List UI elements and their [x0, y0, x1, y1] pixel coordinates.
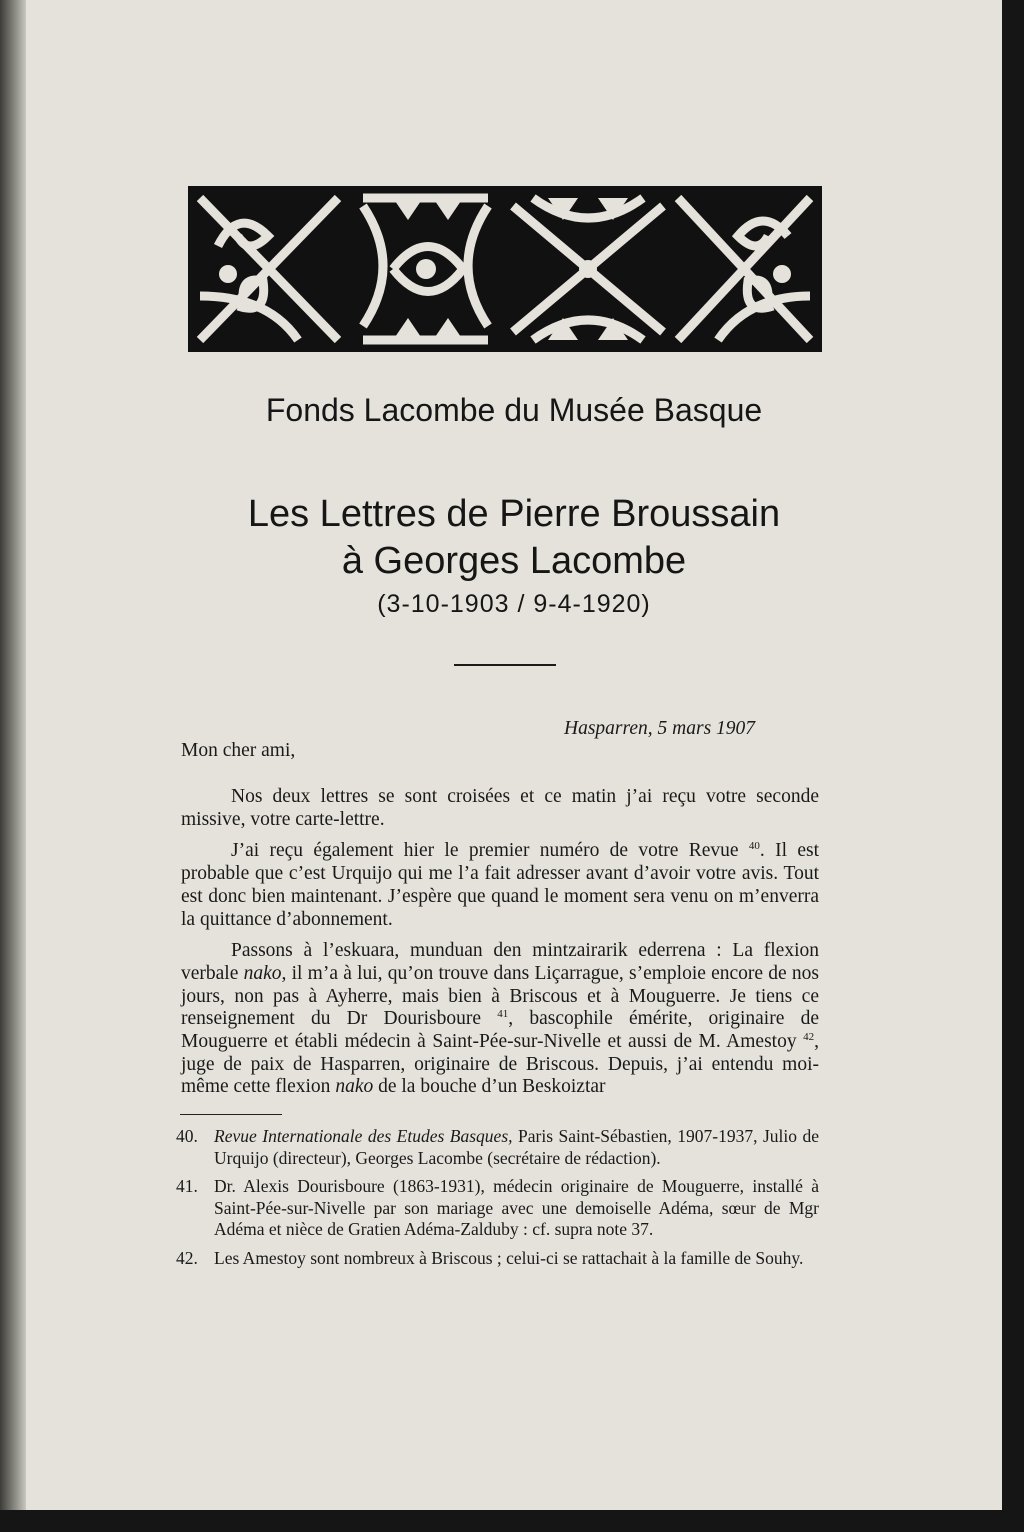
paragraph-text: . Il est probable que c’est Urquijo qui me l’a fait adresser avant d’avoir votre avis. Tout est donc bien maintenant. J’espère que quand le moment sera venu on m’enverra la quittance d’abonnement. [181, 840, 819, 930]
scan-border-right [1002, 0, 1024, 1532]
collection-heading: Fonds Lacombe du Musée Basque [265, 392, 763, 428]
footnote-text: Les Amestoy sont nombreux à Briscous ; celui-ci se rattachait à la famille de Souhy. [214, 1247, 804, 1268]
document-page [26, 0, 1002, 1510]
letter-salutation: Mon cher ami, [181, 740, 296, 761]
emphasis: nako, [243, 962, 287, 984]
page-title [26, 491, 1002, 585]
footnote-number: 41. [176, 1176, 198, 1196]
book-gutter [0, 0, 26, 1532]
title-divider [454, 664, 556, 666]
footnote-divider [180, 1114, 282, 1115]
letter-place-date: Hasparren, 5 mars 1907 [564, 718, 756, 739]
title-line-2: à Georges Lacombe [341, 540, 687, 582]
footnotes [176, 1126, 819, 1276]
paragraph [181, 840, 819, 931]
footnote-emphasis: Revue Internationale des Etudes Basques, [214, 1126, 513, 1146]
footnote-number: 42. [176, 1247, 198, 1268]
footnote-number: 40. [176, 1126, 198, 1146]
letter-body [181, 786, 819, 1108]
date-range: (3-10-1903 / 9-4-1920) [377, 590, 651, 618]
footnote [176, 1176, 819, 1241]
paragraph-text: , juge de paix de Hasparren, originaire de Briscous. Depuis, j’ai entendu moi-même cette flexion [181, 1031, 819, 1098]
paragraph-text: de la bouche d’un Beskoiztar [373, 1076, 606, 1098]
footnote-text: Dr. Alexis Dourisboure (1863-1931), médecin originaire de Mouguerre, installé à Saint-Pée-sur-Nivelle par son mariage avec une demoiselle Adéma, sœur de Mgr Adéma et nièce de Gratien Adéma-Zalduby : cf. supra note 37. [214, 1176, 819, 1239]
footnote-ref: 40 [748, 840, 760, 853]
basque-frieze-ornament-icon [188, 186, 822, 352]
paragraph-text: il m’a à lui, qu’on trouve dans Liçarrague, s’emploie encore de nos jours, non pas à Ayherre, mais bien à Briscous et à Mouguerre. Je tiens ce renseignement du Dr Dourisboure [181, 962, 819, 1030]
footnote-text: Paris Saint-Sébastien, 1907-1937, Julio de Urquijo (directeur), Georges Lacombe (secrétaire de rédaction). [214, 1126, 819, 1168]
footnote [176, 1248, 819, 1270]
paragraph-text: J’ai reçu également hier le premier numéro de votre Revue [231, 840, 749, 862]
footnote [176, 1126, 819, 1169]
footnote-ref: 41 [497, 1008, 509, 1021]
paragraph-text: Passons à l’eskuara, munduan den mintzairarik ederrena : La flexion verbale [181, 940, 819, 984]
title-line-1: Les Lettres de Pierre Broussain [247, 493, 781, 535]
emphasis: nako [335, 1076, 374, 1098]
paragraph-text: Nos deux lettres se sont croisées et ce matin j’ai reçu votre seconde missive, votre carte-lettre. [181, 786, 819, 830]
paragraph [181, 940, 819, 1099]
scan-border-bottom [0, 1510, 1024, 1532]
paragraph-text: , bascophile émérite, originaire de Mouguerre et établi médecin à Saint-Pée-sur-Nivelle et aussi de M. Amestoy [181, 1008, 820, 1053]
footnote-ref: 42 [803, 1031, 815, 1044]
paragraph [181, 786, 819, 831]
